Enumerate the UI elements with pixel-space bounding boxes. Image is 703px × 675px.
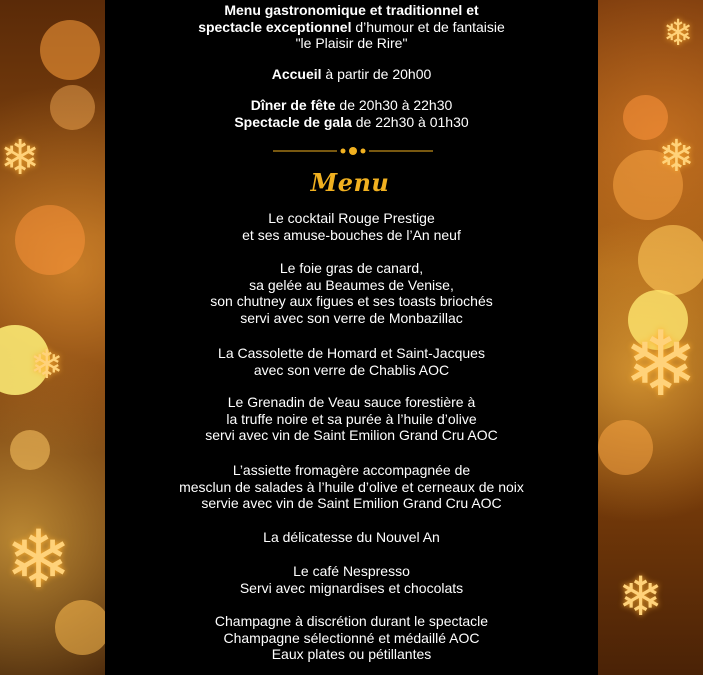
menu-line: Le café Nespresso	[293, 563, 410, 579]
snowflake-icon: ❄	[0, 132, 41, 185]
menu-line: Le cocktail Rouge Prestige	[268, 210, 435, 226]
header-text: d’humour et de fantaisie	[351, 18, 505, 35]
course-champagne	[105, 613, 598, 663]
menu-line: son chutney aux figues et ses toasts briochés	[210, 293, 493, 309]
menu-title: Menu	[310, 168, 390, 197]
menu-line: Champagne à discrétion durant le spectacle	[214, 613, 489, 629]
menu-line: avec son verre de Chablis AOC	[253, 361, 450, 378]
course-fromage	[105, 462, 598, 512]
bokeh-light	[10, 430, 50, 470]
snowflake-icon: ❄	[658, 132, 695, 181]
header-block	[105, 2, 598, 52]
course-dessert	[105, 529, 598, 546]
menu-line: Servi avec mignardises et chocolats	[239, 579, 464, 596]
left-decoration	[0, 0, 105, 675]
accueil-time: à partir de 20h00	[321, 66, 432, 82]
menu-line: et ses amuse-bouches de l’An neuf	[242, 226, 461, 243]
accueil-line	[105, 66, 598, 83]
bokeh-light	[40, 20, 100, 80]
menu-line: mesclun de salades à l’huile d’olive et cerneaux de noix	[179, 478, 524, 495]
course-foie-gras	[105, 260, 598, 326]
show-name: "le Plaisir de Rire"	[295, 35, 408, 51]
header-line	[105, 19, 598, 36]
ornament-divider	[273, 145, 433, 157]
menu-line: La Cassolette de Homard et Saint-Jacques	[218, 345, 485, 361]
course-grenadin	[105, 394, 598, 444]
spectacle-label: Spectacle de gala	[234, 113, 352, 130]
right-decoration	[598, 0, 703, 675]
bokeh-light	[598, 420, 653, 475]
menu-line: Le foie gras de canard,	[279, 260, 424, 276]
menu-line: la truffe noire et sa purée à l’huile d’olive	[226, 410, 477, 427]
diner-label: Dîner de fête	[250, 97, 336, 113]
menu-line: La délicatesse du Nouvel An	[263, 529, 440, 545]
spectacle-time: de 22h30 à 01h30	[351, 113, 469, 130]
course-cafe	[105, 563, 598, 596]
snowflake-icon: ❄	[618, 567, 664, 627]
bokeh-light	[50, 85, 95, 130]
snowflake-icon: ❄	[663, 12, 694, 53]
menu-line: Eaux plates ou pétillantes	[271, 646, 432, 662]
menu-line: servi avec son verre de Monbazillac	[240, 309, 463, 326]
bokeh-light	[638, 225, 703, 295]
schedule-block	[105, 97, 598, 130]
menu-line: Champagne sélectionné et médaillé AOC	[223, 629, 480, 646]
course-cassolette	[105, 345, 598, 378]
accueil-label: Accueil	[271, 66, 322, 82]
menu-panel	[105, 0, 598, 675]
menu-line: servie avec vin de Saint Emilion Grand Cru AOC	[201, 495, 502, 511]
menu-line: servi avec vin de Saint Emilion Grand Cru AOC	[205, 427, 498, 443]
snowflake-icon: ❄	[5, 515, 73, 604]
bokeh-light	[15, 205, 85, 275]
menu-line: L’assiette fromagère accompagnée de	[232, 462, 471, 478]
snowflake-icon: ❄	[623, 315, 699, 415]
snowflake-icon: ❄	[30, 343, 64, 387]
course-cocktail	[105, 210, 598, 243]
menu-line: Le Grenadin de Veau sauce forestière à	[227, 394, 476, 410]
bokeh-light	[55, 600, 105, 655]
menu-line: sa gelée au Beaumes de Venise,	[249, 276, 454, 293]
header-bold: spectacle exceptionnel	[198, 18, 352, 35]
header-line: Menu gastronomique et traditionnel et	[224, 2, 479, 18]
diner-time: de 20h30 à 22h30	[335, 97, 453, 113]
